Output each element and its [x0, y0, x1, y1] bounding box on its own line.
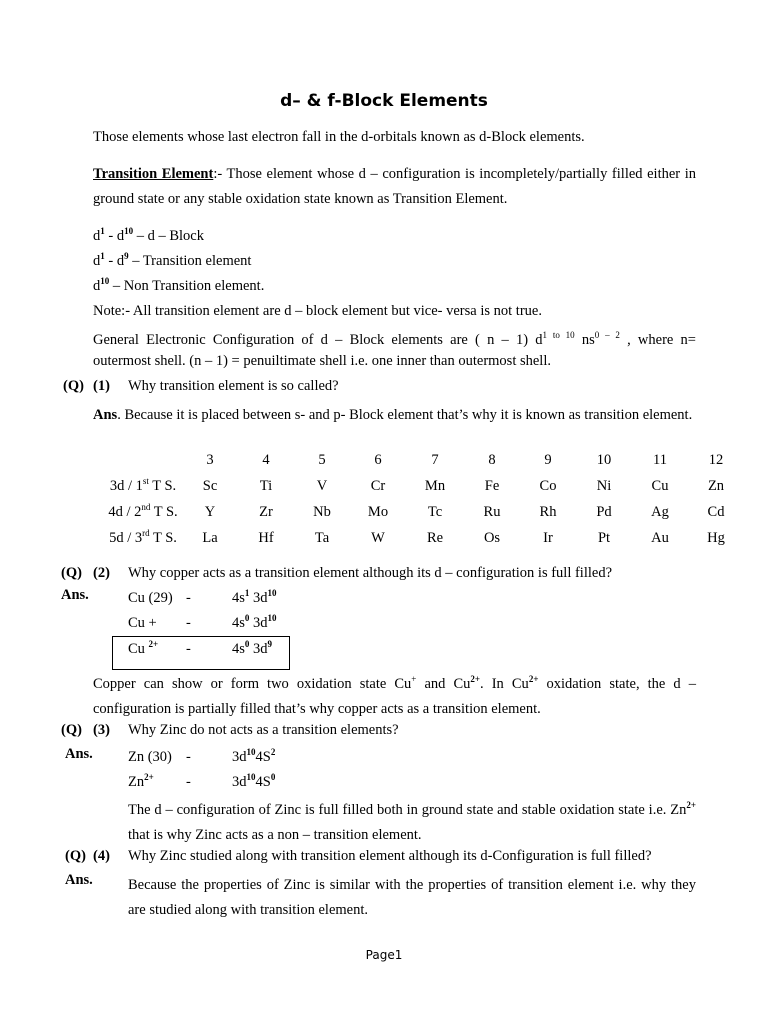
q3-label: (Q) — [61, 722, 82, 738]
config-dash: - — [186, 774, 191, 790]
element-cell: Zn — [707, 478, 725, 494]
q2-question: Why copper acts as a transition element although its d – configuration is full filled? — [128, 565, 613, 581]
def-line-2: $d^1 - d^9$ – Transition element — [93, 251, 252, 269]
q4-label: (Q) — [65, 848, 86, 864]
config-electrons: $4s^0$ $3d^9$ — [232, 639, 273, 657]
element-cell: Sc — [202, 478, 218, 494]
element-cell: Ti — [259, 478, 273, 494]
series-label: 4d / 2nd T S. — [108, 502, 178, 520]
config-dash: - — [186, 615, 191, 631]
def-line-3: $d^{10}$ – Non Transition element. — [93, 276, 265, 294]
q1-answer: Ans. Because it is placed between s- and p- Block element that’s why it is known as transition element. — [93, 407, 693, 423]
element-cell: Rh — [539, 504, 557, 520]
element-cell: V — [316, 478, 328, 494]
element-cell: Cu — [651, 478, 669, 494]
q4-answer-label: Ans. — [65, 872, 93, 888]
element-cell: Ag — [651, 504, 669, 520]
series-label: 3d / 1st T S. — [109, 476, 177, 494]
element-cell: Cr — [370, 478, 386, 494]
group-header: 12 — [708, 452, 724, 468]
q4-question: Why Zinc studied along with transition element although its d-Configuration is full filled? — [128, 848, 652, 864]
group-header: 10 — [596, 452, 612, 468]
config-dash: - — [186, 749, 191, 765]
group-header: 11 — [653, 452, 667, 468]
element-cell: Ta — [314, 530, 330, 546]
transition-term: Transition Element — [93, 166, 214, 182]
q2-label: (Q) — [61, 565, 82, 581]
element-cell: Co — [539, 478, 557, 494]
element-cell: Ni — [596, 478, 612, 494]
config-species: $Zn^{2+}$ — [128, 772, 154, 790]
element-cell: W — [371, 530, 385, 546]
element-cell: Re — [426, 530, 444, 546]
intro-paragraph: Those elements whose last electron fall in the d-orbitals known as d-Block elements. — [93, 129, 585, 145]
q1-label: (Q) — [63, 378, 84, 394]
group-header: 5 — [318, 452, 326, 468]
group-header: 4 — [262, 452, 270, 468]
config-dash: - — [186, 590, 191, 606]
transition-text: :- Those element whose d – configuration is incompletely/partially filled either in ground state or any stable oxidation state known as Transition Element. — [93, 166, 696, 207]
q3-number: (3) — [93, 722, 110, 738]
config-species: Cu $^{2+}$ — [128, 639, 159, 657]
def-line-1: $d^1 - d^{10}$ – d – Block — [93, 226, 204, 244]
config-electrons: $4s^0$ $3d^{10}$ — [232, 613, 277, 631]
element-cell: Nb — [313, 504, 331, 520]
config-species: Cu + — [128, 615, 157, 631]
q4-number: (4) — [93, 848, 110, 864]
q2-answer-label: Ans. — [61, 587, 89, 603]
element-cell: Tc — [427, 504, 443, 520]
element-cell: Zr — [259, 504, 273, 520]
q4-answer: Because the properties of Zinc is similar with the properties of transition element i.e. why they are studied along with transition element. — [128, 877, 696, 918]
element-cell: Pd — [596, 504, 612, 520]
element-cell: La — [202, 530, 218, 546]
table-row — [93, 478, 733, 504]
group-header: 8 — [488, 452, 496, 468]
q3-answer-label: Ans. — [65, 746, 93, 762]
group-header: 7 — [431, 452, 439, 468]
group-header: 9 — [544, 452, 552, 468]
element-cell: Hf — [258, 530, 274, 546]
element-cell: Pt — [597, 530, 611, 546]
table-header-row — [93, 452, 733, 478]
element-cell: Y — [204, 504, 216, 520]
element-cell: Au — [651, 530, 669, 546]
config-electrons: $4s^1$ $3d^{10}$ — [232, 588, 277, 606]
element-cell: Fe — [484, 478, 500, 494]
element-cell: Ir — [543, 530, 553, 546]
config-electrons: $3d^{10}4S^2$ — [232, 747, 276, 765]
config-species: Cu (29) — [128, 590, 173, 606]
element-cell: Mn — [424, 478, 446, 494]
config-species: Zn (30) — [128, 749, 172, 765]
group-header: 3 — [206, 452, 214, 468]
q1-number: (1) — [93, 378, 110, 394]
q2-number: (2) — [93, 565, 110, 581]
config-dash: - — [186, 641, 191, 657]
transition-definition — [93, 162, 696, 212]
config-electrons: $3d^{10}4S^0$ — [232, 772, 276, 790]
group-header: 6 — [374, 452, 382, 468]
general-config-line1: General Electronic Configuration of d – Block elements are ( n – 1) $d^{1 to 10}$ $ns^{0 - 2}$ , where n= — [93, 330, 696, 348]
table-row — [93, 530, 733, 556]
element-cell: Os — [483, 530, 501, 546]
q1-question: Why transition element is so called? — [128, 378, 339, 394]
q2-explanation: Copper can show or form two oxidation state Cu+ and $Cu^{2+}$. In $Cu^{2+}$ oxidation state, the d – configuration is partially filled that’s why copper acts as a transition element. — [93, 674, 697, 717]
q3-explanation: The d – configuration of Zinc is full filled both in ground state and stable oxidation state i.e. $Zn^{2+}$ that is why Zinc acts as a non – transition element. — [128, 800, 696, 843]
table-row — [93, 504, 733, 530]
note-text: Note:- All transition element are d – block element but vice- versa is not true. — [93, 303, 542, 319]
element-cell: Cd — [707, 504, 725, 520]
series-label: 5d / 3rd T S. — [109, 528, 177, 546]
element-cell: Hg — [707, 530, 725, 546]
element-cell: Mo — [367, 504, 389, 520]
element-cell: Ru — [483, 504, 501, 520]
general-config-line2: outermost shell. (n – 1) = penuiltimate shell i.e. one inner than outermost shell. — [93, 353, 551, 369]
page-number: Page1 — [365, 948, 403, 962]
page-title: d– & f-Block Elements — [280, 91, 488, 111]
q3-question: Why Zinc do not acts as a transition elements? — [128, 722, 399, 738]
